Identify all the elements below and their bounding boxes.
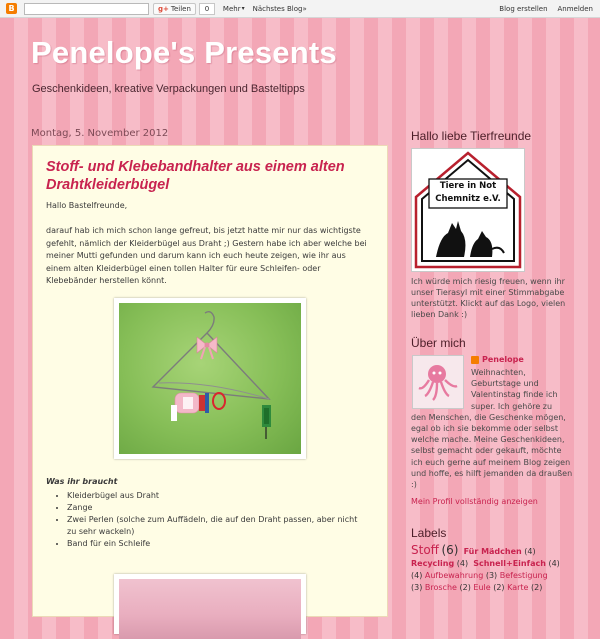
- post-greeting: Hallo Bastelfreunde,: [46, 201, 128, 210]
- login-link[interactable]: Anmelden: [557, 4, 593, 13]
- needs-heading: Was ihr braucht: [46, 477, 118, 486]
- full-profile-link[interactable]: Mein Profil vollständig anzeigen: [411, 497, 538, 506]
- label-count: (4): [548, 559, 560, 568]
- navbar-search-input[interactable]: [24, 3, 149, 15]
- more-menu[interactable]: Mehr: [222, 4, 241, 13]
- label-count: (3): [485, 571, 498, 580]
- chevron-down-icon: ▾: [241, 5, 245, 12]
- post-date: Montag, 5. November 2012: [31, 128, 169, 139]
- profile-text: [411, 367, 573, 490]
- list-item: • Kleiderbügel aus Draht: [67, 490, 367, 502]
- post-photo-2[interactable]: [114, 574, 306, 634]
- house-cat-logo-icon: [412, 149, 524, 271]
- label-link[interactable]: Brosche: [424, 583, 457, 592]
- label-link[interactable]: Recycling: [411, 559, 455, 568]
- label-count: (4): [524, 547, 536, 556]
- materials-photo-image: [119, 579, 301, 639]
- labels-heading: Labels: [411, 526, 447, 540]
- label-link[interactable]: Schnell+Einfach: [473, 559, 546, 568]
- list-item: • Zange: [67, 502, 367, 514]
- label-link[interactable]: Stoff: [411, 543, 439, 557]
- logo-text: Tiere in Not Chemnitz e.V.: [435, 181, 501, 204]
- label-count: (2): [459, 583, 471, 592]
- list-item: • Zwei Perlen (solche zum Auffädeln, die auf den Draht passen, aber nicht zu sehr wackeln): [67, 514, 367, 538]
- share-count: 0: [199, 3, 215, 15]
- label-link[interactable]: Befestigung: [499, 571, 548, 580]
- blogger-navbar: [0, 0, 600, 18]
- label-count: (2): [531, 583, 543, 592]
- label-count: (4): [411, 571, 423, 580]
- needs-list: [56, 490, 367, 550]
- blogger-logo-icon[interactable]: B: [6, 3, 17, 14]
- animal-text: Ich würde mich riesig freuen, wenn ihr unser Tierasyl mit einer Stimmabgabe unterstützt. Klickt auf das Logo, vielen lieben Dank :): [411, 277, 566, 319]
- profile-name-link[interactable]: [471, 355, 524, 364]
- animal-heading: Hallo liebe Tierfreunde: [411, 129, 532, 143]
- post-body: darauf hab ich mich schon lange gefreut, bis jetzt hatte mir nur das wichtigste gefehlt, nämlich der Kleiderbügel aus Draht ;) Gestern habe ich aber welche bei meiner Mutti gefunden und darum kann ich euch heute zeigen, wie ihr aus einem alten Kleiderbügel einen tollen Halter für eure Schleifen- oder Klebebänder herstellen könnt.: [46, 226, 367, 285]
- next-blog-link[interactable]: Nächstes Blog»: [252, 4, 307, 13]
- create-blog-link[interactable]: Blog erstellen: [499, 4, 548, 13]
- gplus-share-label: Teilen: [170, 4, 191, 13]
- profile-text-rest: den Menschen, die Geschenke mögen, egal ob ich sie bekomme oder selbst welche mache. Meine Geschenkideen, selbst gemacht oder gekauft, möchte ich euch gerne auf meinem Blog zeigen und hoffe, es hilft jemanden da draußen :): [411, 412, 573, 490]
- post-title[interactable]: Stoff- und Klebebandhalter aus einem alten Drahtkleiderbügel: [46, 159, 345, 193]
- tiere-in-not-logo[interactable]: [411, 148, 525, 272]
- list-item: • Band für ein Schleife: [67, 538, 367, 550]
- profile-text-indented: Weihnachten, Geburtstage und Valentinstag finde ich super. Ich gehöre zu: [471, 368, 558, 411]
- label-link[interactable]: Aufbewahrung: [424, 571, 484, 580]
- hanger-photo-image: [119, 303, 301, 454]
- label-link[interactable]: Karte: [507, 583, 529, 592]
- gplus-icon: g+: [158, 4, 169, 13]
- label-link[interactable]: Eule: [473, 583, 491, 592]
- labels-cloud: [411, 544, 573, 594]
- label-count: (4): [456, 559, 469, 568]
- blog-title[interactable]: Penelope's Presents: [31, 35, 337, 70]
- label-count: (6): [441, 543, 459, 557]
- about-heading: Über mich: [411, 336, 466, 350]
- blogger-profile-icon: [471, 356, 479, 364]
- label-count: (3): [411, 583, 423, 592]
- blog-description: Geschenkideen, kreative Verpackungen und Basteltipps: [32, 83, 305, 95]
- label-count: (2): [493, 583, 505, 592]
- post-panel: [32, 145, 388, 617]
- gplus-share-button[interactable]: [153, 3, 196, 15]
- post-photo[interactable]: [114, 298, 306, 459]
- label-link[interactable]: Für Mädchen: [463, 547, 522, 556]
- profile-name: Penelope: [482, 355, 524, 364]
